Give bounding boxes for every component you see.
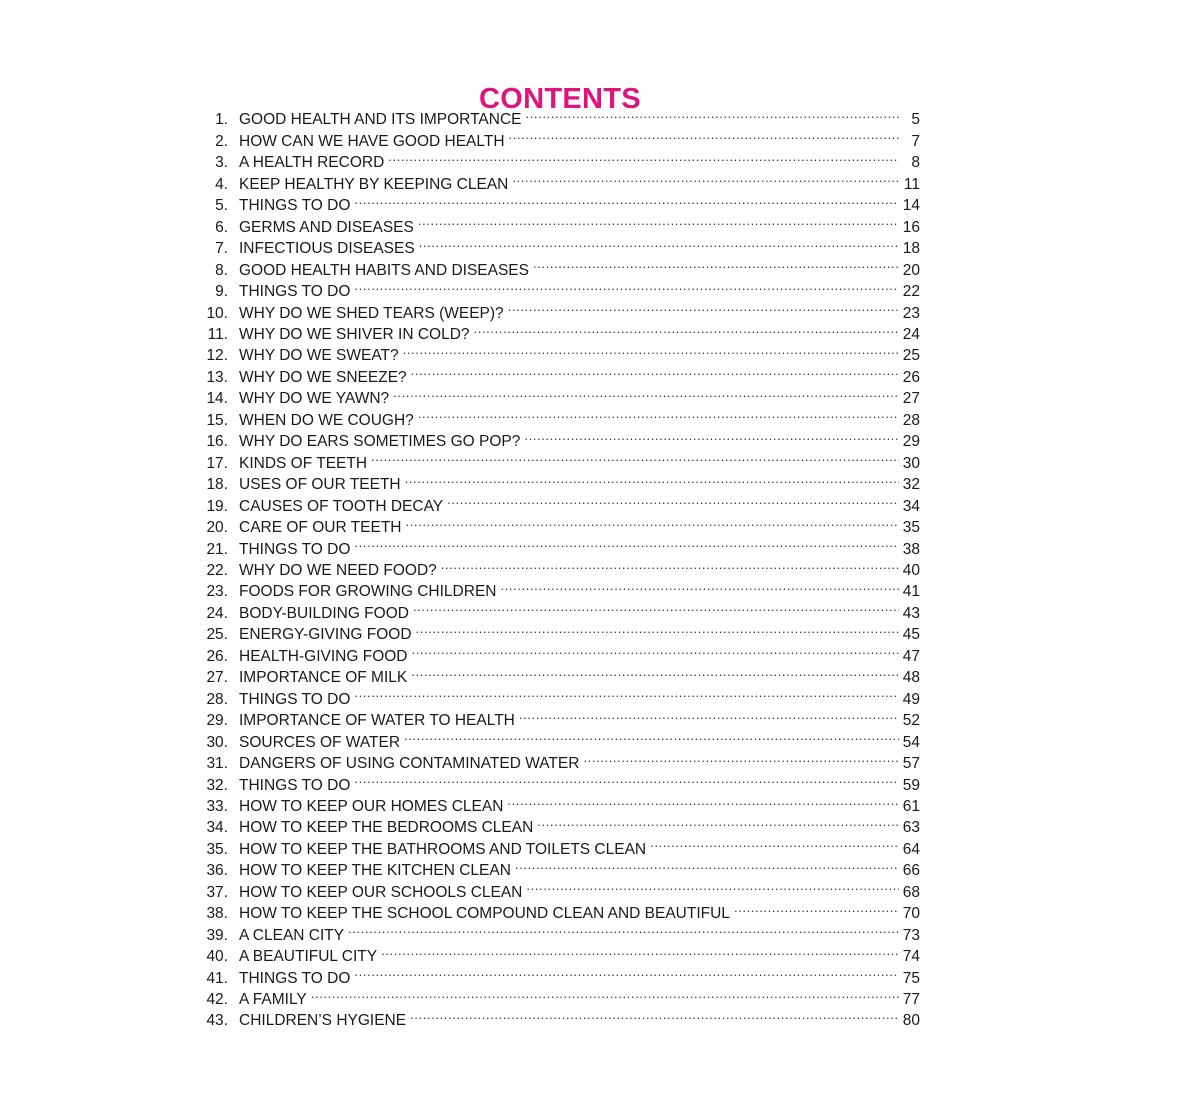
dot-leader	[512, 167, 899, 188]
toc-entry-page-number: 45	[902, 626, 920, 644]
toc-entry-title: KEEP HEALTHY BY KEEPING CLEAN	[239, 175, 509, 193]
toc-entry-number: 30.	[206, 733, 228, 751]
dot-leader	[354, 275, 899, 296]
toc-entry-title: A HEALTH RECORD	[239, 154, 385, 172]
toc-entry-number: 21.	[206, 540, 228, 558]
dot-leader	[381, 940, 899, 961]
toc-entry-title: HOW TO KEEP OUR HOMES CLEAN	[239, 797, 504, 815]
toc-entry-number: 12.	[206, 347, 228, 365]
toc-entry-page-number: 24	[902, 325, 920, 343]
dot-leader	[354, 768, 899, 789]
toc-entry-page-number: 22	[902, 283, 920, 301]
toc-entry-page-number: 32	[902, 476, 920, 494]
table-of-contents	[196, 103, 920, 1030]
toc-entry-page-number: 54	[902, 733, 920, 751]
toc-entry-page-number: 18	[902, 240, 920, 258]
toc-entry-title: A CLEAN CITY	[239, 926, 345, 944]
dot-leader	[410, 1004, 899, 1025]
toc-entry-number: 16.	[206, 433, 228, 451]
toc-entry-page-number: 16	[902, 218, 920, 236]
toc-entry-number: 32.	[206, 776, 228, 794]
toc-entry-title: HOW CAN WE HAVE GOOD HEALTH	[239, 132, 505, 150]
toc-entry-number: 23.	[206, 583, 228, 601]
toc-entry-page-number: 80	[902, 1012, 920, 1030]
toc-entry-number: 41.	[206, 969, 228, 987]
toc-entry-number: 17.	[206, 454, 228, 472]
dot-leader	[533, 253, 899, 274]
toc-entry-title: KINDS OF TEETH	[239, 454, 368, 472]
toc-entry-page-number: 66	[902, 862, 920, 880]
toc-entry-title: A FAMILY	[239, 991, 307, 1009]
dot-leader	[354, 961, 899, 982]
toc-entry-number: 6.	[215, 218, 228, 236]
dot-leader	[371, 446, 899, 467]
toc-entry-title: WHY DO WE SNEEZE?	[239, 368, 407, 386]
toc-entry-page-number: 23	[902, 304, 920, 322]
toc-entry-page-number: 63	[902, 819, 920, 837]
toc-entry-number: 28.	[206, 690, 228, 708]
dot-leader	[507, 790, 899, 811]
toc-entry-number: 27.	[206, 669, 228, 687]
toc-entry-page-number: 30	[902, 454, 920, 472]
dot-leader	[411, 661, 899, 682]
toc-entry-title: HOW TO KEEP THE KITCHEN CLEAN	[239, 862, 511, 880]
toc-entry-number: 29.	[206, 712, 228, 730]
dot-leader	[509, 124, 899, 145]
toc-entry-number: 19.	[206, 497, 228, 515]
dot-leader	[474, 318, 899, 339]
dot-leader	[405, 511, 899, 532]
toc-entry-number: 8.	[215, 261, 228, 279]
dot-leader	[413, 596, 899, 617]
toc-entry-number: 36.	[206, 862, 228, 880]
toc-entry-page-number: 40	[902, 561, 920, 579]
toc-entry-number: 42.	[206, 991, 228, 1009]
toc-entry-title: CARE OF OUR TEETH	[239, 519, 402, 537]
toc-entry-title: INFECTIOUS DISEASES	[239, 240, 415, 258]
toc-entry-page-number: 25	[902, 347, 920, 365]
toc-entry-page-number: 48	[902, 669, 920, 687]
toc-entry-title: THINGS TO DO	[239, 540, 351, 558]
toc-entry-title: USES OF OUR TEETH	[239, 476, 401, 494]
dot-leader	[418, 403, 899, 424]
toc-entry-title: ENERGY-GIVING FOOD	[239, 626, 412, 644]
toc-entry-number: 20.	[206, 519, 228, 537]
toc-entry-page-number: 34	[902, 497, 920, 515]
dot-leader	[418, 210, 899, 231]
dot-leader	[583, 747, 899, 768]
toc-entry-number: 5.	[215, 197, 228, 215]
toc-entry-title: HEALTH-GIVING FOOD	[239, 647, 408, 665]
dot-leader	[311, 983, 899, 1004]
toc-entry-page-number: 74	[902, 948, 920, 966]
toc-entry-number: 40.	[206, 948, 228, 966]
toc-entry-page-number: 35	[902, 519, 920, 537]
toc-entry-page-number: 27	[902, 390, 920, 408]
dot-leader	[348, 918, 899, 939]
toc-entry-title: IMPORTANCE OF MILK	[239, 669, 408, 687]
dot-leader	[524, 425, 899, 446]
toc-entry-title: CAUSES OF TOOTH DECAY	[239, 497, 444, 515]
toc-entry-title: WHY DO WE NEED FOOD?	[239, 561, 437, 579]
dot-leader	[650, 832, 899, 853]
toc-entry-page-number: 20	[902, 261, 920, 279]
toc-entry-title: DANGERS OF USING CONTAMINATED WATER	[239, 755, 580, 773]
dot-leader	[354, 532, 899, 553]
toc-entry-title: THINGS TO DO	[239, 969, 351, 987]
toc-entry-number: 43.	[206, 1012, 228, 1030]
dot-leader	[412, 639, 899, 660]
toc-entry	[196, 103, 920, 129]
toc-entry-page-number: 73	[902, 926, 920, 944]
toc-entry-number: 22.	[206, 561, 228, 579]
toc-entry-number: 14.	[206, 390, 228, 408]
toc-entry-number: 34.	[206, 819, 228, 837]
toc-entry-number: 13.	[206, 368, 228, 386]
toc-entry-title: THINGS TO DO	[239, 776, 351, 794]
toc-entry-number: 26.	[206, 647, 228, 665]
toc-entry-number: 2.	[215, 132, 228, 150]
toc-entry-page-number: 41	[902, 583, 920, 601]
toc-entry-title: WHY DO WE SHED TEARS (WEEP)?	[239, 304, 504, 322]
toc-entry-page-number: 61	[902, 797, 920, 815]
dot-leader	[405, 468, 899, 489]
toc-entry-page-number: 59	[902, 776, 920, 794]
toc-entry-title: A BEAUTIFUL CITY	[239, 948, 378, 966]
dot-leader	[411, 360, 899, 381]
toc-entry-title: HOW TO KEEP THE SCHOOL COMPOUND CLEAN AND BEAUTIFUL	[239, 905, 730, 923]
toc-entry-page-number: 14	[902, 197, 920, 215]
toc-entry-number: 7.	[215, 240, 228, 258]
toc-entry-title: THINGS TO DO	[239, 690, 351, 708]
toc-entry-title: THINGS TO DO	[239, 197, 351, 215]
toc-entry-title: WHY DO EARS SOMETIMES GO POP?	[239, 433, 521, 451]
toc-entry-page-number: 52	[902, 712, 920, 730]
toc-entry-title: HOW TO KEEP OUR SCHOOLS CLEAN	[239, 883, 523, 901]
toc-entry-number: 15.	[206, 411, 228, 429]
toc-entry-page-number: 38	[902, 540, 920, 558]
toc-entry-page-number: 49	[902, 690, 920, 708]
toc-entry-page-number: 28	[902, 411, 920, 429]
toc-entry-number: 4.	[215, 175, 228, 193]
toc-entry-number: 10.	[206, 304, 228, 322]
toc-entry-number: 35.	[206, 840, 228, 858]
dot-leader	[500, 575, 899, 596]
page-title: CONTENTS	[479, 83, 641, 116]
toc-entry-title: WHEN DO WE COUGH?	[239, 411, 414, 429]
toc-entry-page-number: 47	[902, 647, 920, 665]
toc-entry-number: 38.	[206, 905, 228, 923]
toc-entry-title: SOURCES OF WATER	[239, 733, 401, 751]
toc-entry-page-number: 43	[902, 604, 920, 622]
toc-entry-number: 33.	[206, 797, 228, 815]
toc-entry-number: 11.	[207, 325, 228, 343]
toc-entry-page-number: 5	[911, 111, 920, 129]
dot-leader	[525, 103, 899, 124]
dot-leader	[403, 339, 899, 360]
dot-leader	[515, 854, 899, 875]
dot-leader	[526, 875, 899, 896]
toc-entry-page-number: 8	[911, 154, 920, 172]
dot-leader	[519, 704, 899, 725]
dot-leader	[734, 897, 899, 918]
toc-entry-number: 31.	[206, 755, 228, 773]
toc-entry-number: 39.	[206, 926, 228, 944]
toc-entry-title: WHY DO WE YAWN?	[239, 390, 390, 408]
toc-entry-page-number: 57	[902, 755, 920, 773]
toc-entry-title: THINGS TO DO	[239, 283, 351, 301]
dot-leader	[447, 489, 899, 510]
toc-entry-number: 18.	[206, 476, 228, 494]
toc-entry-page-number: 77	[902, 991, 920, 1009]
dot-leader	[393, 382, 899, 403]
toc-entry-number: 1.	[215, 111, 228, 129]
toc-entry-page-number: 68	[902, 883, 920, 901]
dot-leader	[388, 146, 899, 167]
dot-leader	[508, 296, 899, 317]
dot-leader	[419, 232, 899, 253]
dot-leader	[354, 682, 899, 703]
dot-leader	[537, 811, 899, 832]
toc-entry-page-number: 29	[902, 433, 920, 451]
toc-entry-title: HOW TO KEEP THE BATHROOMS AND TOILETS CLEAN	[239, 840, 647, 858]
dot-leader	[441, 554, 899, 575]
toc-entry-title: WHY DO WE SWEAT?	[239, 347, 399, 365]
dot-leader	[416, 618, 899, 639]
toc-entry-title: IMPORTANCE OF WATER TO HEALTH	[239, 712, 515, 730]
toc-entry-page-number: 70	[902, 905, 920, 923]
toc-entry-title: GERMS AND DISEASES	[239, 218, 414, 236]
toc-entry-title: GOOD HEALTH AND ITS IMPORTANCE	[239, 111, 522, 129]
toc-entry-number: 24.	[206, 604, 228, 622]
toc-entry-page-number: 26	[902, 368, 920, 386]
toc-entry-title: HOW TO KEEP THE BEDROOMS CLEAN	[239, 819, 534, 837]
toc-entry-page-number: 64	[902, 840, 920, 858]
toc-entry-number: 25.	[206, 626, 228, 644]
toc-entry-title: WHY DO WE SHIVER IN COLD?	[239, 325, 470, 343]
toc-entry-title: FOODS FOR GROWING CHILDREN	[239, 583, 497, 601]
toc-entry-page-number: 75	[902, 969, 920, 987]
toc-entry-title: CHILDREN’S HYGIENE	[239, 1012, 407, 1030]
dot-leader	[354, 189, 899, 210]
toc-entry-number: 9.	[215, 283, 228, 301]
toc-entry-page-number: 11	[903, 175, 920, 193]
toc-entry-title: BODY-BUILDING FOOD	[239, 604, 409, 622]
toc-entry-page-number: 7	[911, 132, 920, 150]
toc-entry-number: 3.	[215, 154, 228, 172]
toc-entry-title: GOOD HEALTH HABITS AND DISEASES	[239, 261, 529, 279]
toc-entry-number: 37.	[206, 883, 228, 901]
dot-leader	[404, 725, 899, 746]
